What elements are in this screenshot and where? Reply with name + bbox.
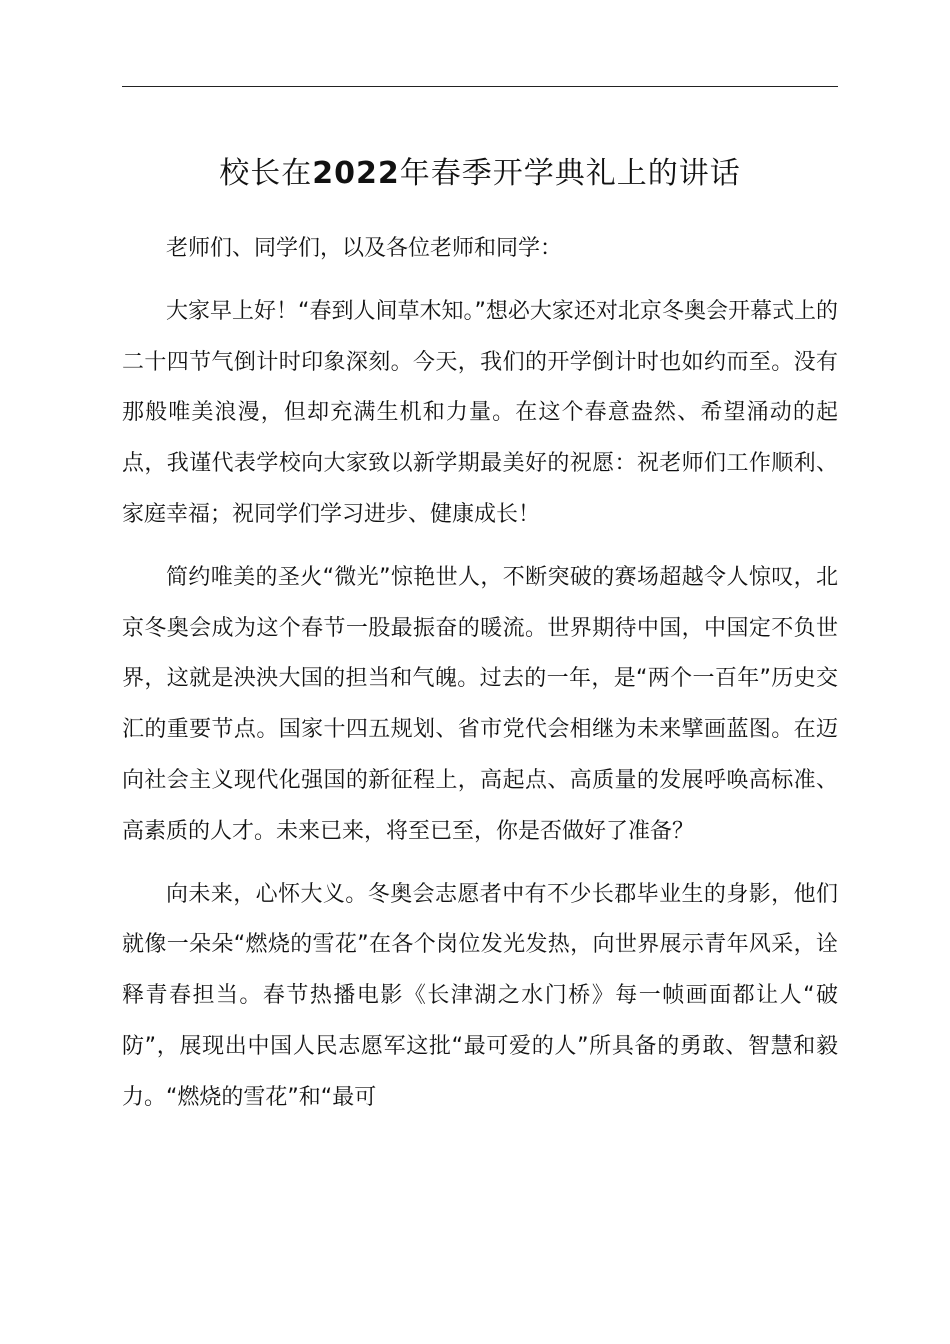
body-paragraph-1: 大家早上好！“春到人间草木知。”想必大家还对北京冬奥会开幕式上的二十四节气倒计时印象深刻。今天，我们的开学倒计时也如约而至。没有那般唯美浪漫，但却充满生机和力量。在这个春意盎然、希望涌动的起点，我谨代表学校向大家致以新学期最美好的祝愿：祝老师们工作顺利、家庭幸福；祝同学们学习进步、健康成长！ bbox=[122, 298, 838, 527]
title-prefix: 校长在 bbox=[219, 156, 313, 191]
document-title bbox=[122, 148, 838, 200]
document-body bbox=[122, 224, 838, 1124]
title-suffix: 年春季开学典礼上的讲话 bbox=[399, 156, 741, 191]
body-paragraph-2: 简约唯美的圣火“微光”惊艳世人，不断突破的赛场超越令人惊叹，北京冬奥会成为这个春节一股最振奋的暖流。世界期待中国，中国定不负世界，这就是泱泱大国的担当和气魄。过去的一年，是“两个一百年”历史交汇的重要节点。国家十四五规划、省市党代会相继为未来擘画蓝图。在迈向社会主义现代化强国的新征程上，高起点、高质量的发展呼唤高标准、高素质的人才。未来已来，将至已至，你是否做好了准备？ bbox=[122, 564, 838, 844]
body-paragraph-3: 向未来，心怀大义。冬奥会志愿者中有不少长郡毕业生的身影，他们就像一朵朵“燃烧的雪花”在各个岗位发光发热，向世界展示青年风采，诠释青春担当。春节热播电影《长津湖之水门桥》每一帧画面都让人“破防”，展现出中国人民志愿军这批“最可爱的人”所具备的勇敢、智慧和毅力。“燃烧的雪花”和“最可 bbox=[122, 881, 838, 1110]
title-year: 2022 bbox=[312, 156, 400, 191]
header-rule bbox=[122, 86, 838, 87]
salutation-paragraph: 老师们、同学们，以及各位老师和同学： bbox=[166, 236, 563, 261]
